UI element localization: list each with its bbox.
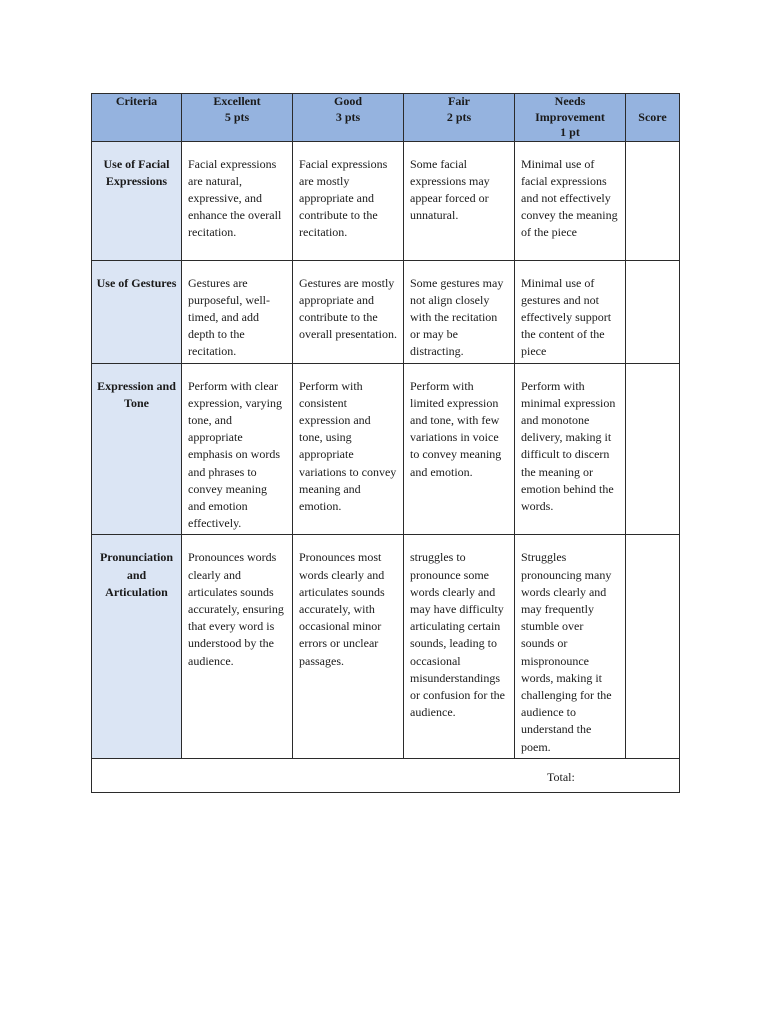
header-good-name: Good bbox=[333, 94, 362, 108]
header-needs-improvement bbox=[515, 94, 626, 142]
header-excellent-name: Excellent bbox=[213, 94, 261, 108]
excellent-cell: Pronounces words clearly and articulates sounds accurately, ensuring that every word is understood by the audience. bbox=[182, 535, 293, 758]
criteria-cell: Pronunciation and Articulation bbox=[92, 535, 182, 758]
header-excellent bbox=[182, 94, 293, 142]
header-good bbox=[293, 94, 404, 142]
excellent-cell: Perform with clear expression, varying tone, and appropriate emphasis on words and phrases to convey meaning and emotion effectively. bbox=[182, 363, 293, 535]
fair-cell: Some gestures may not align closely with the recitation or may be distracting. bbox=[404, 260, 515, 363]
header-good-pts: 3 pts bbox=[335, 109, 361, 124]
header-fair-name: Fair bbox=[448, 94, 470, 108]
criteria-cell: Expression and Tone bbox=[92, 363, 182, 535]
header-needs-improvement-pts: 1 pt bbox=[560, 125, 580, 139]
total-row bbox=[92, 758, 680, 792]
score-cell[interactable] bbox=[626, 141, 680, 260]
needs-improvement-cell: Struggles pronouncing many words clearly and may frequently stumble over sounds or mispronounce words, making it challenging for the audience to understand the poem. bbox=[515, 535, 626, 758]
header-score: Score bbox=[626, 94, 680, 142]
good-cell: Perform with consistent expression and tone, using appropriate variations to convey meaning and emotion. bbox=[293, 363, 404, 535]
header-row bbox=[92, 94, 680, 142]
good-cell: Facial expressions are mostly appropriate and contribute to the recitation. bbox=[293, 141, 404, 260]
fair-cell: struggles to pronounce some words clearly and may have difficulty articulating certain sounds, leading to occasional misunderstandings or confusion for the audience. bbox=[404, 535, 515, 758]
table-row bbox=[92, 363, 680, 535]
criteria-cell: Use of Facial Expressions bbox=[92, 141, 182, 260]
total-label: Total: bbox=[547, 769, 575, 784]
fair-cell: Some facial expressions may appear forced or unnatural. bbox=[404, 141, 515, 260]
good-cell: Pronounces most words clearly and articulates sounds accurately, with occasional minor errors or unclear passages. bbox=[293, 535, 404, 758]
needs-improvement-cell: Minimal use of gestures and not effectively support the content of the piece bbox=[515, 260, 626, 363]
needs-improvement-cell: Minimal use of facial expressions and not effectively convey the meaning of the piece bbox=[515, 141, 626, 260]
header-fair-pts: 2 pts bbox=[446, 109, 472, 124]
header-criteria: Criteria bbox=[92, 94, 182, 142]
excellent-cell: Facial expressions are natural, expressive, and enhance the overall recitation. bbox=[182, 141, 293, 260]
needs-improvement-cell: Perform with minimal expression and monotone delivery, making it difficult to discern the meaning or emotion behind the words. bbox=[515, 363, 626, 535]
header-needs-improvement-name: Needs Improvement bbox=[535, 94, 605, 124]
total-cell[interactable] bbox=[92, 758, 680, 792]
excellent-cell: Gestures are purposeful, well-timed, and add depth to the recitation. bbox=[182, 260, 293, 363]
header-excellent-pts: 5 pts bbox=[224, 109, 250, 124]
good-cell: Gestures are mostly appropriate and contribute to the overall presentation. bbox=[293, 260, 404, 363]
table-row bbox=[92, 141, 680, 260]
fair-cell: Perform with limited expression and tone, with few variations in voice to convey meaning and emotion. bbox=[404, 363, 515, 535]
score-cell[interactable] bbox=[626, 363, 680, 535]
table-row bbox=[92, 260, 680, 363]
score-cell[interactable] bbox=[626, 535, 680, 758]
header-fair bbox=[404, 94, 515, 142]
score-cell[interactable] bbox=[626, 260, 680, 363]
table-row bbox=[92, 535, 680, 758]
rubric-table bbox=[91, 93, 680, 793]
criteria-cell: Use of Gestures bbox=[92, 260, 182, 363]
